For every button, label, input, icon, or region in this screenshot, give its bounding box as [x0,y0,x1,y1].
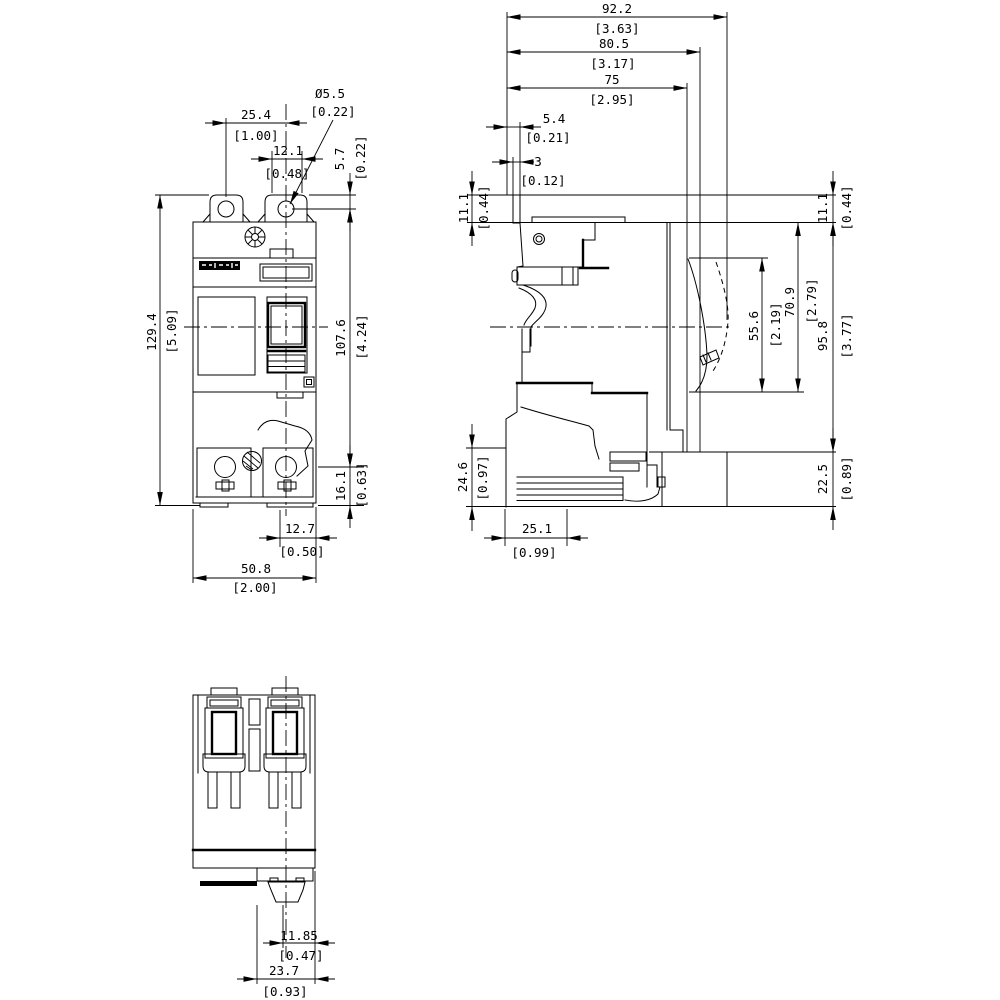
dim-text: 11.1 [456,192,471,224]
dim-side-25-1 [484,509,588,560]
dim-text-inch: [5.09] [164,308,179,354]
dim-text: 5.4 [542,111,566,126]
dim-text: 107.6 [333,319,348,357]
dim-side-depth-80-5 [507,36,700,71]
dim-text: 80.5 [598,36,630,51]
phantom-arc [713,262,728,371]
dim-text-inch: [0.44] [476,185,491,231]
dim-front-slot-12-1 [251,143,323,193]
dim-text: 92.2 [601,1,633,16]
dim-text-inch: [0.47] [278,948,324,963]
dim-side-3 [492,154,566,188]
dim-text-inch: [2.95] [589,92,635,107]
dim-text-inch: [0.50] [279,544,325,559]
side-outline [466,192,836,507]
dim-text: 75 [604,72,620,87]
dim-text-inch: [0.63] [354,462,369,508]
arc-chute-fins [517,477,623,501]
terminal-right [264,697,306,808]
dim-side-depth-75 [507,72,687,107]
dim-text: 11.1 [815,192,830,224]
dim-side-22-5 [815,428,854,530]
dim-text: 70.9 [782,286,797,318]
dim-text: 24.6 [455,461,470,493]
side-screw-icon [534,234,545,245]
dim-text: 25.4 [240,107,272,122]
dim-text-inch: [2.79] [804,278,819,324]
dim-text: Ø5.5 [314,86,346,101]
mount-tab-side [513,195,520,223]
dim-text: 5.7 [332,147,347,171]
dim-text-inch: [3.63] [594,21,640,36]
dim-text-inch: [0.22] [310,104,356,119]
terminal-area [197,420,313,497]
dim-side-95-8 [815,223,854,453]
handle-bump [688,259,728,391]
dim-text-inch: [0.21] [525,130,571,145]
dim-text-inch: [0.22] [353,135,368,181]
dim-text: 11.85 [280,928,318,943]
dim-side-11-1-left [456,171,491,246]
bottom-view [193,676,335,999]
dim-text: 23.7 [268,963,300,978]
din-clip [200,868,313,902]
dim-text: 55.6 [746,310,761,342]
front-outline [193,195,316,507]
dim-text-inch: [0.48] [264,166,310,181]
top-screw-icon [245,227,265,247]
toggle-handle [267,297,307,373]
side-view [455,1,854,560]
dim-text-inch: [1.00] [233,128,279,143]
dim-text: 16.1 [333,470,348,502]
dim-side-70-9 [782,223,819,393]
dim-text-inch: [3.77] [839,313,854,359]
dim-text-inch: [0.99] [511,545,557,560]
dim-text-inch: [0.12] [520,173,566,188]
dim-front-overall-height-129-4 [144,195,209,506]
bottom-outline [193,688,315,902]
dim-text: 22.5 [815,463,830,495]
dim-front-tab-height-5-7 [292,135,368,231]
window [198,297,255,375]
dim-text-inch: [3.17] [590,56,636,71]
dim-side-55-6 [746,258,783,392]
dim-side-24-6 [455,424,506,531]
dim-front-offset-12-7 [259,510,337,559]
dim-side-depth-92-2 [507,1,727,36]
dim-text: 129.4 [144,313,159,351]
dim-text: 12.1 [272,143,304,158]
terminal-screw-left [215,457,236,478]
dim-text: 12.7 [284,521,316,536]
dim-front-base-16-1 [318,445,369,528]
front-view [144,86,369,595]
dim-text: 25.1 [521,521,553,536]
dim-side-5-4 [486,111,571,145]
dim-side-11-1-right [815,171,854,246]
dim-text-inch: [0.97] [475,455,490,501]
mount-hole-left [218,201,234,217]
dim-text-inch: [4.24] [354,314,369,360]
dim-text-inch: [0.89] [839,456,854,502]
dim-text-inch: [0.93] [262,984,308,999]
dim-text: 50.8 [240,561,272,576]
hatched-screw [243,452,262,471]
terminal-left [203,697,245,808]
dim-text: 3 [534,154,542,169]
dim-text-inch: [2.00] [232,580,278,595]
dim-front-body-height-107-6 [318,209,369,467]
dim-text-inch: [2.19] [768,302,783,348]
dim-text-inch: [0.44] [839,185,854,231]
dim-text: 95.8 [815,320,830,352]
mount-tab-left [210,195,243,222]
